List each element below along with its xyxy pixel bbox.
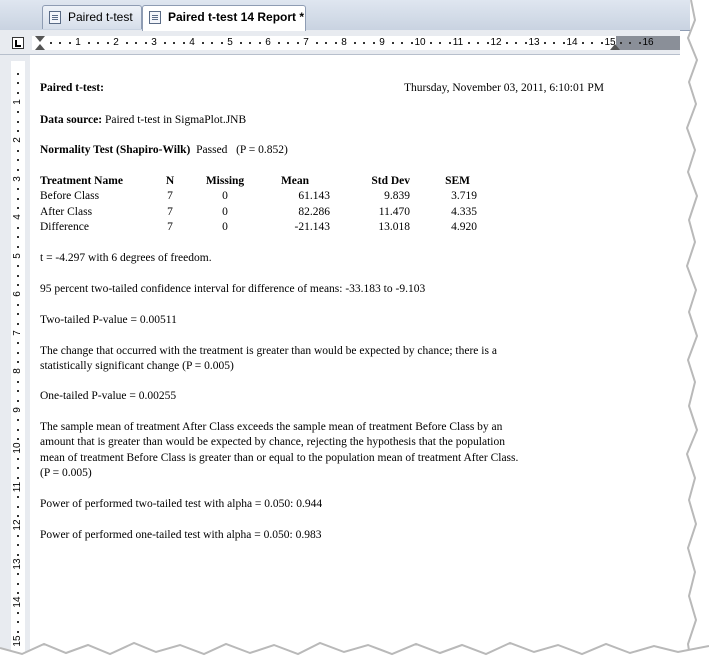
ruler-tick bbox=[17, 159, 19, 161]
ruler-number: 9 bbox=[12, 406, 23, 413]
ruler-tick bbox=[211, 42, 213, 44]
ruler-number: 16 bbox=[642, 37, 654, 48]
cell-n: 7 bbox=[167, 190, 173, 203]
header-missing: Missing bbox=[205, 174, 245, 187]
power-one-tailed: Power of performed one-tailed test with alpha = 0.050: 0.983 bbox=[40, 529, 322, 541]
ruler-tick bbox=[221, 42, 223, 44]
ruler-tick bbox=[107, 42, 109, 44]
ruler-tick bbox=[17, 92, 19, 94]
ruler-tick bbox=[553, 42, 555, 44]
ruler-number: 11 bbox=[452, 37, 464, 48]
ruler-tick bbox=[449, 42, 451, 44]
ruler-tick bbox=[17, 621, 19, 623]
one-tailed-conclusion-line: amount that is greater than would be expected by chance, rejecting the hypothesis that the population bbox=[40, 436, 505, 448]
ruler-tick bbox=[487, 42, 489, 44]
ruler-tick bbox=[620, 42, 622, 44]
ruler-tick bbox=[17, 583, 19, 585]
one-tailed-p-value: One-tailed P-value = 0.00255 bbox=[40, 390, 177, 402]
ruler-tick bbox=[17, 73, 19, 75]
torn-edge-bottom bbox=[0, 634, 709, 664]
ruler-tick bbox=[17, 304, 19, 306]
header-treatment-name: Treatment Name bbox=[40, 174, 123, 187]
ruler-tick bbox=[17, 130, 19, 132]
cell-n: 7 bbox=[167, 221, 173, 234]
ruler-tick bbox=[164, 42, 166, 44]
ruler-tick bbox=[411, 42, 413, 44]
ruler-number: 13 bbox=[12, 557, 23, 570]
header-mean: Mean bbox=[280, 174, 310, 187]
ruler-tick bbox=[59, 42, 61, 44]
ruler-tick bbox=[17, 400, 19, 402]
table-row bbox=[40, 220, 477, 236]
ruler-number: 9 bbox=[379, 37, 385, 48]
power-two-tailed: Power of performed two-tailed test with alpha = 0.050: 0.944 bbox=[40, 498, 323, 510]
ruler-tick bbox=[582, 42, 584, 44]
cell-missing: 0 bbox=[222, 205, 228, 218]
ruler-tick bbox=[17, 535, 19, 537]
ruler-tick bbox=[392, 42, 394, 44]
ruler-number: 5 bbox=[12, 252, 23, 259]
ruler-tick bbox=[17, 419, 19, 421]
ruler-tick bbox=[17, 198, 19, 200]
cell-missing: 0 bbox=[222, 221, 228, 234]
ruler-tick bbox=[183, 42, 185, 44]
ruler-tick bbox=[126, 42, 128, 44]
ruler-number: 11 bbox=[12, 481, 23, 492]
ruler-tick bbox=[506, 42, 508, 44]
ruler-tick bbox=[17, 236, 19, 238]
header-std-dev: Std Dev bbox=[371, 174, 410, 187]
ruler-tick bbox=[325, 42, 327, 44]
data-source-label: Data source: bbox=[40, 114, 103, 126]
ruler-tick bbox=[145, 42, 147, 44]
normality-label: Normality Test (Shapiro-Wilk) bbox=[40, 144, 191, 156]
ruler-tick bbox=[17, 381, 19, 383]
ruler-tick bbox=[335, 42, 337, 44]
ruler-number: 13 bbox=[528, 37, 540, 48]
report-icon bbox=[149, 11, 161, 24]
ruler-tick bbox=[17, 82, 19, 84]
ruler-tick bbox=[629, 42, 631, 44]
cell-sem: 4.920 bbox=[451, 221, 477, 234]
cell-mean: 82.286 bbox=[298, 205, 330, 218]
report-title: Paired t-test: bbox=[40, 82, 104, 94]
ruler-tick bbox=[17, 496, 19, 498]
cell-missing: 0 bbox=[222, 190, 228, 203]
ruler-tick bbox=[17, 438, 19, 440]
ruler-number: 10 bbox=[414, 37, 426, 48]
data-source bbox=[40, 114, 246, 126]
ruler-number: 8 bbox=[341, 37, 347, 48]
ruler-tick bbox=[17, 361, 19, 363]
ruler-tick bbox=[17, 390, 19, 392]
ruler-tick bbox=[17, 573, 19, 575]
statistics-table bbox=[40, 173, 477, 235]
horizontal-ruler[interactable] bbox=[0, 30, 680, 55]
ruler-tick bbox=[563, 42, 565, 44]
ruler-tick bbox=[135, 42, 137, 44]
ruler-number: 3 bbox=[12, 175, 23, 182]
ruler-tick bbox=[17, 265, 19, 267]
cell-std-dev: 9.839 bbox=[384, 190, 410, 203]
two-tailed-conclusion-line: The change that occurred with the treatment is greater than would be expected by chance; there is a bbox=[40, 345, 497, 357]
ruler-tick bbox=[278, 42, 280, 44]
left-indent-marker[interactable] bbox=[35, 44, 45, 50]
ruler-number: 12 bbox=[12, 519, 23, 531]
ruler-number: 2 bbox=[12, 137, 23, 143]
table-row bbox=[40, 189, 477, 205]
ruler-tick bbox=[17, 111, 19, 113]
ruler-number: 14 bbox=[12, 596, 23, 608]
ruler-tick bbox=[173, 42, 175, 44]
ruler-tick bbox=[17, 227, 19, 229]
ruler-number: 6 bbox=[12, 291, 23, 297]
header-sem: SEM bbox=[445, 174, 470, 187]
ruler-tick bbox=[17, 246, 19, 248]
ruler-tick bbox=[525, 42, 527, 44]
cell-std-dev: 13.018 bbox=[378, 221, 410, 234]
ruler-tick bbox=[17, 275, 19, 277]
ruler-tick bbox=[240, 42, 242, 44]
ruler-tick bbox=[17, 342, 19, 344]
normality-result: Passed bbox=[196, 144, 228, 156]
ruler-tick bbox=[17, 429, 19, 431]
ruler-tick bbox=[430, 42, 432, 44]
tab-stop-selector-icon[interactable] bbox=[12, 37, 24, 49]
ruler-tick bbox=[17, 544, 19, 546]
ruler-number: 7 bbox=[12, 329, 23, 336]
ruler-tick bbox=[17, 458, 19, 460]
ruler-tick bbox=[17, 477, 19, 479]
cell-treatment-name: Before Class bbox=[40, 190, 100, 203]
ruler-tick bbox=[69, 42, 71, 44]
ruler-tick bbox=[17, 515, 19, 517]
ruler-tick bbox=[17, 121, 19, 123]
ruler-number: 5 bbox=[227, 37, 233, 48]
ruler-number: 15 bbox=[604, 37, 616, 48]
ruler-tick bbox=[363, 42, 365, 44]
ruler-tick bbox=[17, 467, 19, 469]
one-tailed-conclusion-line: (P = 0.005) bbox=[40, 467, 92, 479]
table-header-row bbox=[40, 173, 477, 189]
ruler-number: 15 bbox=[12, 634, 23, 647]
cell-treatment-name: Difference bbox=[40, 221, 89, 234]
worksheet-icon bbox=[49, 11, 61, 24]
cell-mean: -21.143 bbox=[294, 221, 330, 234]
confidence-interval: 95 percent two-tailed confidence interval for difference of means: -33.183 to -9.103 bbox=[40, 283, 426, 295]
ruler-tick bbox=[97, 42, 99, 44]
tab-label: Paired t-test 14 Report * bbox=[168, 10, 305, 24]
one-tailed-conclusion-line: mean of treatment Before Class is greater than or equal to the population mean of treatment After Class. bbox=[40, 452, 519, 464]
ruler-tick bbox=[259, 42, 261, 44]
ruler-number: 14 bbox=[566, 37, 578, 48]
report-page[interactable] bbox=[32, 62, 680, 664]
tab-label: Paired t-test bbox=[68, 10, 133, 24]
tab-report[interactable] bbox=[142, 5, 306, 31]
ruler-tick bbox=[17, 352, 19, 354]
data-source-value: Paired t-test in SigmaPlot.JNB bbox=[104, 114, 247, 126]
two-tailed-conclusion-line: statistically significant change (P = 0.005) bbox=[40, 360, 234, 372]
ruler-number: 10 bbox=[12, 442, 23, 454]
first-line-indent-marker[interactable] bbox=[35, 36, 45, 42]
ruler-tick bbox=[249, 42, 251, 44]
ruler-tick bbox=[287, 42, 289, 44]
header-n: N bbox=[165, 174, 175, 187]
ruler-number: 1 bbox=[12, 98, 23, 105]
ruler-tick bbox=[468, 42, 470, 44]
ruler-tick bbox=[477, 42, 479, 44]
ruler-tick bbox=[17, 592, 19, 594]
ruler-number: 4 bbox=[189, 37, 195, 48]
ruler-tick bbox=[439, 42, 441, 44]
ruler-tick bbox=[316, 42, 318, 44]
tab-paired-t-test[interactable] bbox=[42, 5, 142, 29]
ruler-tick bbox=[17, 284, 19, 286]
ruler-tick bbox=[17, 323, 19, 325]
ruler-tick bbox=[17, 506, 19, 508]
ruler-tick bbox=[354, 42, 356, 44]
ruler-tick bbox=[591, 42, 593, 44]
ruler-tick bbox=[639, 42, 641, 44]
one-tailed-conclusion-line: The sample mean of treatment After Class exceeds the sample mean of treatment Before Class by an bbox=[40, 421, 503, 433]
ruler-number: 7 bbox=[303, 37, 309, 48]
ruler-tick bbox=[17, 150, 19, 152]
ruler-number: 4 bbox=[12, 214, 23, 220]
ruler-number: 12 bbox=[490, 37, 502, 48]
t-statistic: t = -4.297 with 6 degrees of freedom. bbox=[40, 252, 212, 264]
ruler-number: 3 bbox=[151, 37, 157, 48]
ruler-tick bbox=[544, 42, 546, 44]
ruler-tick bbox=[17, 612, 19, 614]
cell-sem: 4.335 bbox=[451, 205, 477, 218]
report-datetime: Thursday, November 03, 2011, 6:10:01 PM bbox=[403, 82, 604, 94]
ruler-tick bbox=[202, 42, 204, 44]
ruler-number: 8 bbox=[12, 368, 23, 374]
ruler-number: 1 bbox=[75, 37, 81, 48]
ruler-tick bbox=[17, 169, 19, 171]
ruler-tick bbox=[373, 42, 375, 44]
torn-edge-right bbox=[679, 0, 709, 664]
cell-treatment-name: After Class bbox=[40, 205, 93, 218]
cell-mean: 61.143 bbox=[298, 190, 330, 203]
ruler-tick bbox=[401, 42, 403, 44]
vertical-ruler bbox=[0, 55, 30, 664]
ruler-tick bbox=[17, 554, 19, 556]
table-row bbox=[40, 204, 477, 220]
ruler-tick bbox=[50, 42, 52, 44]
two-tailed-p-value: Two-tailed P-value = 0.00511 bbox=[40, 314, 177, 326]
ruler-number: 6 bbox=[265, 37, 271, 48]
normality-test bbox=[40, 144, 288, 156]
ruler-tick bbox=[17, 188, 19, 190]
normality-p: (P = 0.852) bbox=[236, 144, 288, 156]
ruler-tick bbox=[88, 42, 90, 44]
cell-sem: 3.719 bbox=[451, 190, 477, 203]
ruler-tick bbox=[17, 631, 19, 633]
ruler-tick bbox=[17, 313, 19, 315]
ruler-tick bbox=[515, 42, 517, 44]
ruler-tick bbox=[601, 42, 603, 44]
tab-bar bbox=[0, 0, 690, 31]
cell-std-dev: 11.470 bbox=[378, 205, 410, 218]
ruler-number: 2 bbox=[113, 37, 119, 48]
ruler-tick bbox=[297, 42, 299, 44]
ruler-tick bbox=[17, 207, 19, 209]
cell-n: 7 bbox=[167, 205, 173, 218]
